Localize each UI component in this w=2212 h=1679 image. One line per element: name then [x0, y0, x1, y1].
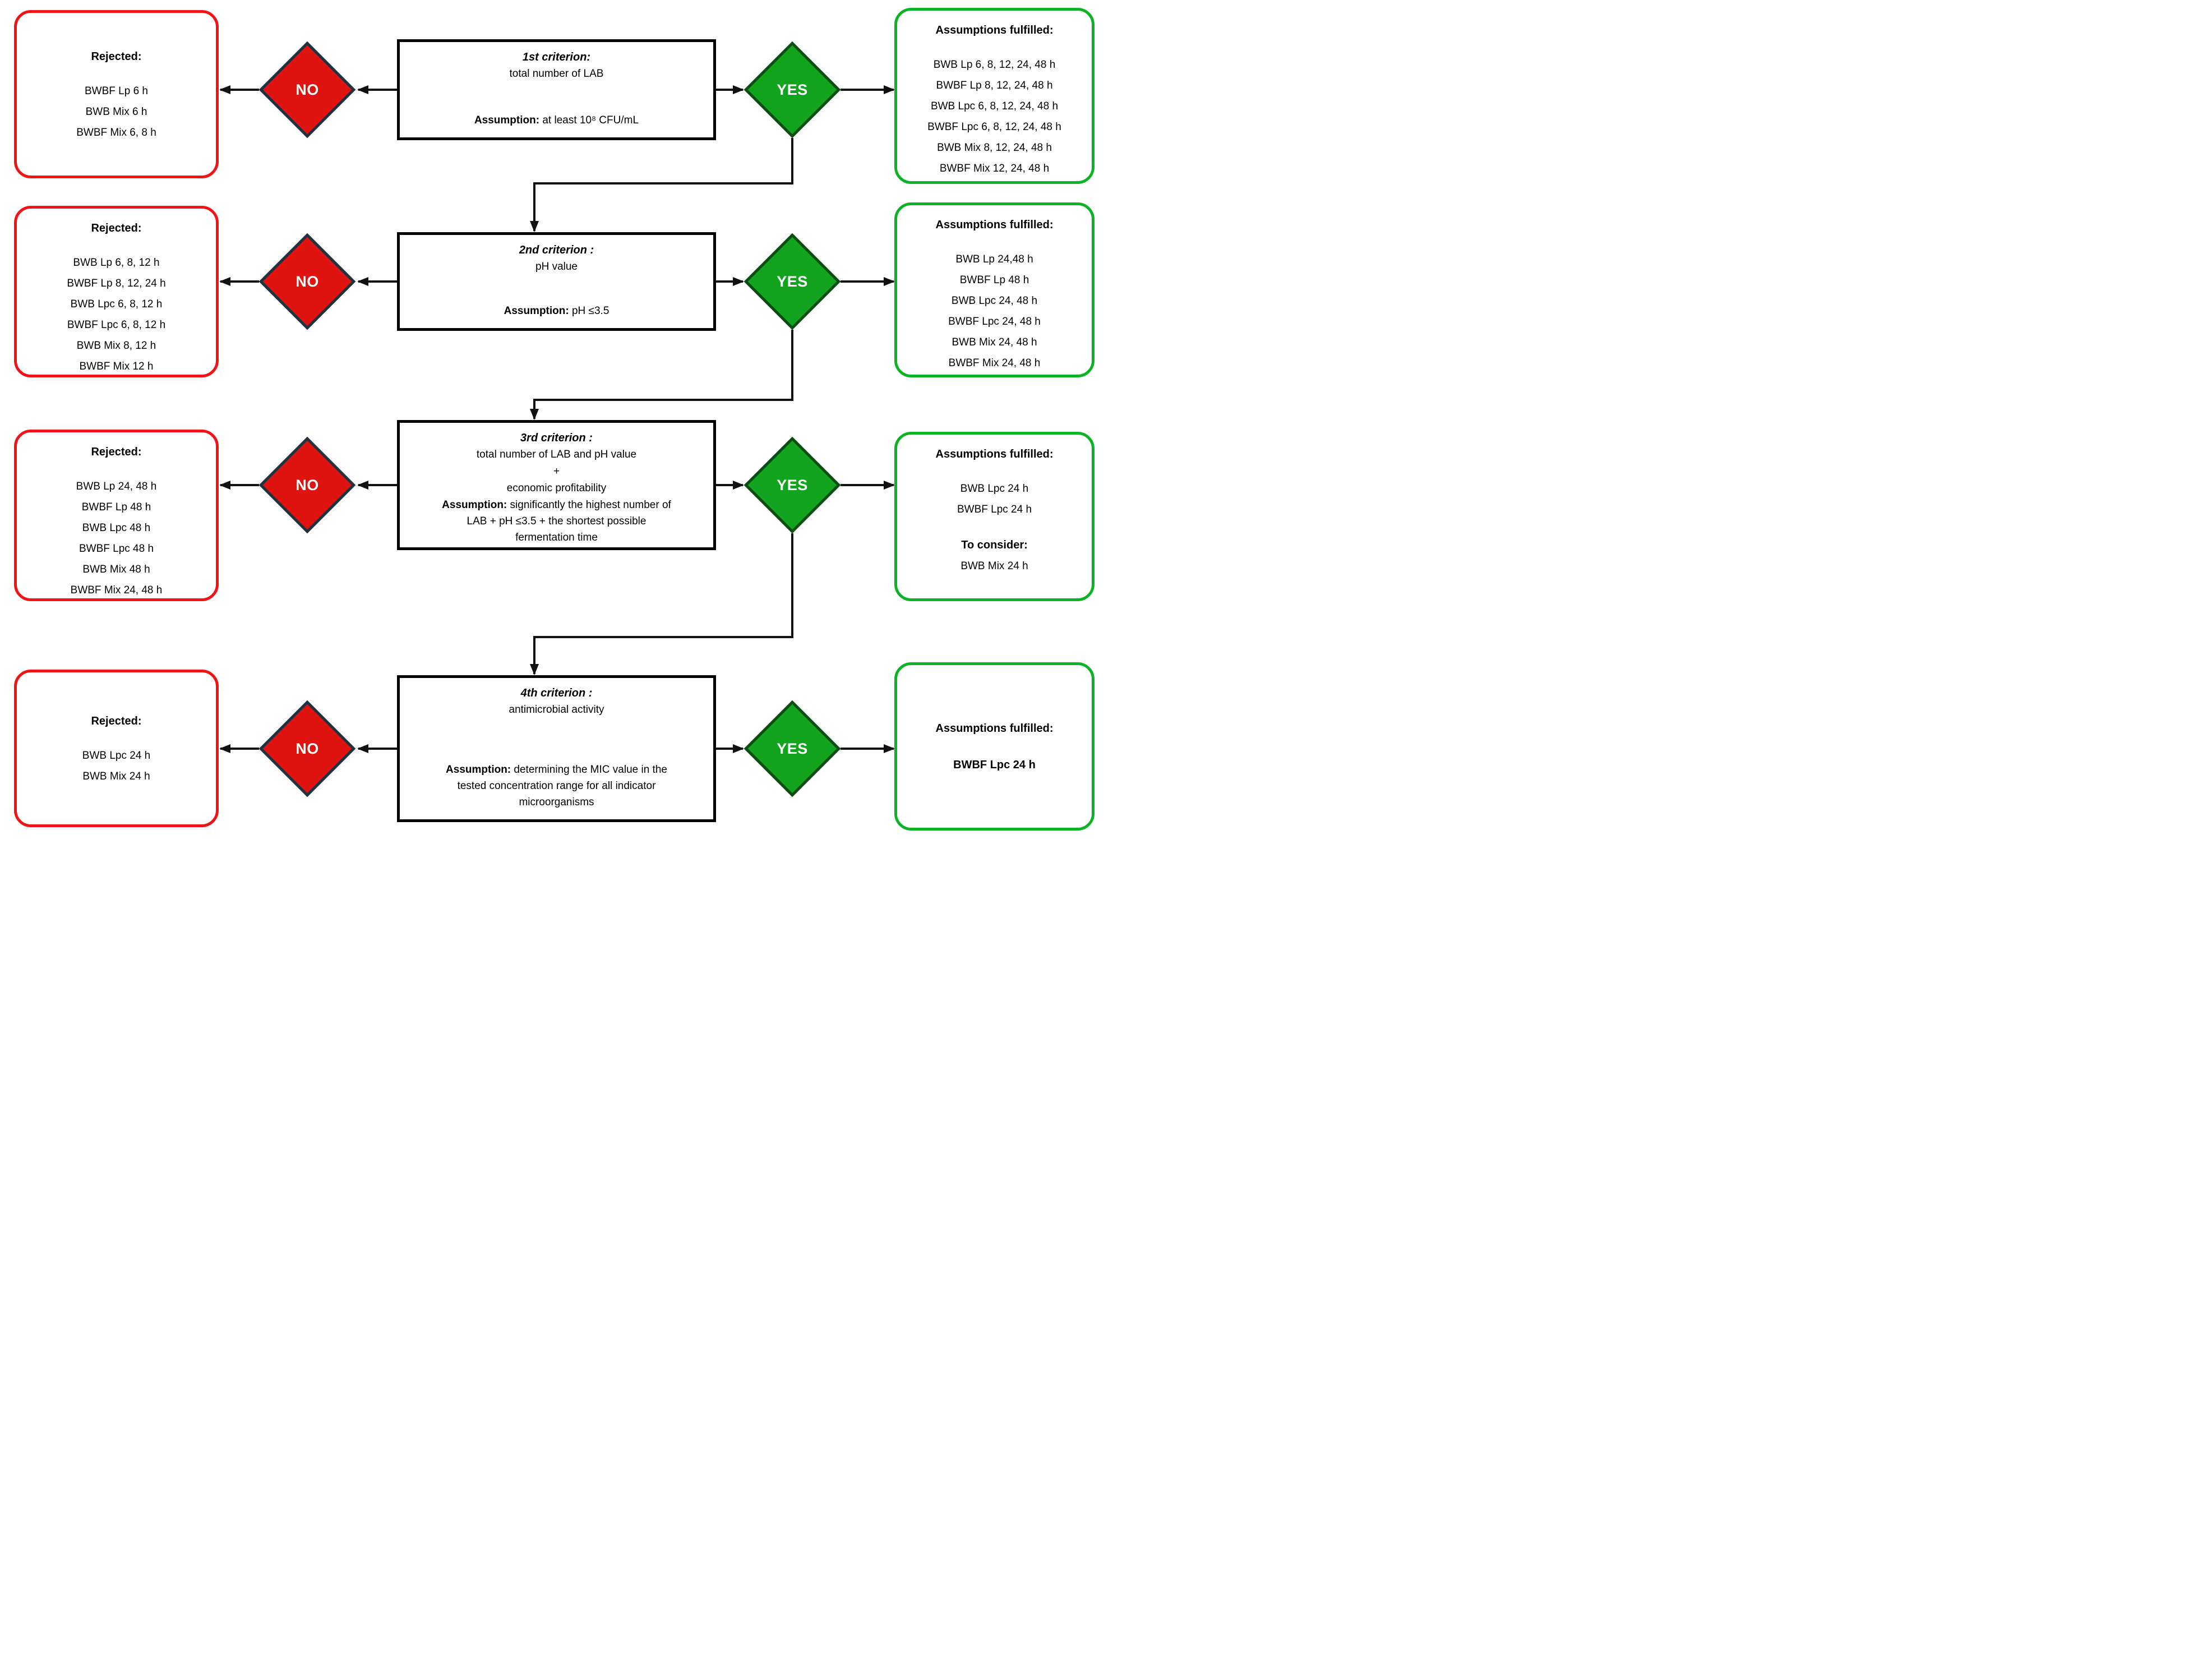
no-label: NO [295, 273, 319, 290]
assumption-label: Assumption: [504, 305, 569, 317]
fulfilled-item: BWB Lp 24,48 h [955, 253, 1033, 265]
assumption-text: at least 10⁸ CFU/mL [542, 114, 639, 126]
fulfilled-item: BWB Lpc 24 h [960, 483, 1029, 495]
criterion-line: + [553, 465, 560, 477]
rejected-box-3 [14, 430, 219, 601]
fulfilled-title: Assumptions fulfilled: [935, 219, 1054, 231]
rejected-item: BWBF Mix 12 h [79, 361, 154, 372]
to-consider-title: To consider: [961, 539, 1028, 551]
yes-diamond-1 [744, 41, 841, 138]
rejected-item: BWB Mix 48 h [82, 564, 150, 575]
fulfilled-box-4 [894, 662, 1095, 831]
assumption-text: pH ≤3.5 [571, 305, 609, 317]
criterion-line: antimicrobial activity [509, 704, 604, 716]
criterion-line: economic profitability [506, 482, 607, 494]
no-label: NO [295, 476, 319, 493]
fulfilled-items [897, 54, 1092, 179]
no-diamond-3 [259, 437, 355, 533]
connector-yes1-to-criterion2 [534, 138, 792, 231]
yes-diamond-4 [744, 700, 841, 797]
fulfilled-item: BWBF Lpc 24, 48 h [948, 316, 1041, 328]
assumption-label: Assumption: [474, 114, 540, 126]
rejected-item: BWBF Lpc 6, 8, 12 h [67, 319, 166, 331]
fulfilled-item: BWB Lpc 6, 8, 12, 24, 48 h [930, 100, 1059, 112]
fulfilled-item: BWBF Lpc 6, 8, 12, 24, 48 h [927, 121, 1061, 133]
no-diamond-1 [259, 41, 355, 138]
criterion-line: total number of LAB and pH value [476, 449, 637, 460]
criterion-assumption [436, 497, 677, 548]
assumption-label: Assumption: [442, 499, 507, 511]
rejected-box-4 [14, 670, 219, 827]
connector-yes3-to-criterion4 [534, 533, 792, 674]
criterion-box-1 [397, 39, 716, 140]
fulfilled-items [897, 249, 1092, 373]
fulfilled-item: BWB Lp 6, 8, 12, 24, 48 h [933, 59, 1056, 71]
criterion-line: pH value [535, 261, 578, 273]
fulfilled-item: BWBF Lp 48 h [959, 274, 1029, 286]
flowchart-canvas [0, 0, 1106, 840]
rejected-item: BWB Lp 6, 8, 12 h [73, 257, 160, 269]
fulfilled-title: Assumptions fulfilled: [935, 448, 1054, 460]
no-diamond-2 [259, 233, 355, 330]
rejected-box-1 [14, 10, 219, 178]
rejected-item: BWBF Lpc 48 h [78, 543, 154, 555]
fulfilled-title: Assumptions fulfilled: [935, 24, 1054, 36]
yes-label: YES [777, 476, 808, 493]
rejected-item: BWBF Lp 6 h [85, 85, 148, 97]
criterion-box-4 [397, 675, 716, 822]
criterion-assumption [504, 303, 609, 321]
no-label: NO [295, 740, 319, 757]
criterion-assumption [474, 112, 639, 131]
assumption-label: Assumption: [446, 764, 511, 776]
criterion-title: 2nd criterion : [519, 244, 594, 256]
yes-label: YES [777, 81, 808, 98]
criterion-line: total number of LAB [509, 68, 604, 80]
yes-diamond-3 [744, 437, 841, 533]
rejected-item: BWB Lp 24, 48 h [76, 481, 157, 492]
criterion-title: 3rd criterion : [520, 432, 593, 444]
rejected-item: BWBF Mix 6, 8 h [76, 126, 156, 139]
rejected-item: BWB Mix 6 h [85, 105, 147, 118]
rejected-item: BWB Lpc 48 h [82, 522, 151, 534]
fulfilled-box-3 [894, 432, 1095, 601]
fulfilled-item: BWBF Mix 24, 48 h [948, 357, 1041, 369]
rejected-items [17, 476, 216, 601]
criterion-title: 4th criterion : [520, 687, 593, 699]
fulfilled-items [897, 478, 1092, 520]
rejected-item: BWBF Lp 8, 12, 24 h [67, 278, 166, 289]
to-consider-item: BWB Mix 24 h [960, 560, 1028, 572]
rejected-title: Rejected: [91, 446, 142, 458]
rejected-item: BWBF Mix 24, 48 h [70, 584, 163, 596]
rejected-items [17, 252, 216, 377]
fulfilled-item: BWBF Lp 8, 12, 24, 48 h [936, 80, 1053, 91]
criterion-box-3 [397, 420, 716, 550]
fulfilled-item: BWB Lpc 24, 48 h [951, 295, 1038, 307]
rejected-items [17, 745, 216, 787]
fulfilled-item: BWBF Lpc 24 h [957, 504, 1032, 515]
fulfilled-item: BWB Mix 8, 12, 24, 48 h [937, 142, 1052, 154]
fulfilled-item: BWBF Mix 12, 24, 48 h [939, 163, 1050, 174]
rejected-item: BWBF Lp 48 h [81, 501, 151, 513]
rejected-title: Rejected: [91, 50, 142, 63]
criterion-assumption [442, 762, 671, 813]
rejected-items [17, 81, 216, 143]
fulfilled-title: Assumptions fulfilled: [935, 722, 1054, 735]
criterion-title: 1st criterion: [522, 51, 591, 63]
rejected-item: BWB Mix 8, 12 h [76, 340, 156, 352]
connector-yes2-to-criterion3 [534, 330, 792, 419]
rejected-title: Rejected: [91, 222, 142, 234]
fulfilled-items [897, 755, 1092, 776]
fulfilled-box-1 [894, 8, 1095, 184]
rejected-item: BWB Mix 24 h [82, 770, 150, 782]
fulfilled-item: BWB Mix 24, 48 h [952, 336, 1037, 348]
no-diamond-4 [259, 700, 355, 797]
yes-label: YES [777, 740, 808, 757]
rejected-item: BWB Lpc 6, 8, 12 h [70, 298, 163, 310]
criterion-box-2 [397, 232, 716, 331]
assumption-text: significantly the highest number of LAB + pH ≤3.5 + the shortest possible fermentation time [467, 499, 671, 543]
yes-label: YES [777, 273, 808, 290]
yes-diamond-2 [744, 233, 841, 330]
fulfilled-box-2 [894, 202, 1095, 377]
rejected-box-2 [14, 206, 219, 377]
no-label: NO [295, 81, 319, 98]
assumption-text: determining the MIC value in the tested concentration range for all indicator microorganisms [457, 764, 667, 808]
fulfilled-item: BWBF Lpc 24 h [953, 758, 1036, 771]
rejected-item: BWB Lpc 24 h [82, 749, 151, 762]
rejected-title: Rejected: [91, 714, 142, 727]
